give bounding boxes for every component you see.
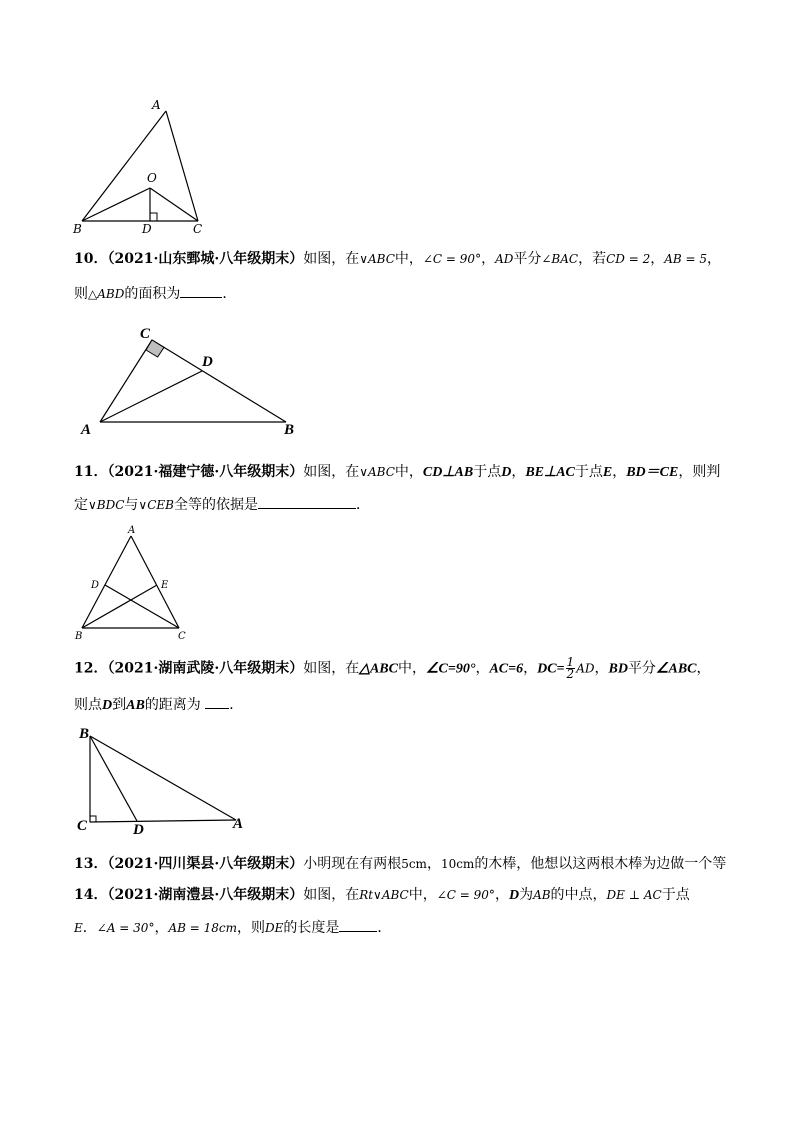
q11-number: 11． (74, 464, 108, 480)
q14-text: 中， (408, 887, 437, 903)
q10-text: ． (222, 286, 237, 302)
q13-number: 13． (74, 856, 108, 872)
q10-text: ， (650, 251, 665, 267)
q11-source: （2021·福建宁德·八年级期末） (107, 464, 304, 480)
q10-text: 则 (74, 286, 88, 302)
q11-text: 定 (74, 497, 88, 513)
q14-text: ． (377, 920, 392, 936)
q14-text: ，则 (237, 920, 265, 936)
q11-be-perp-ac: BE⊥AC (525, 465, 575, 480)
q12-ad: AD (576, 661, 595, 676)
q11-text: 于点 (473, 464, 502, 480)
q12-line2 (74, 694, 243, 716)
label-d: D (91, 580, 100, 591)
q14-line1 (74, 885, 690, 906)
q13-line1 (74, 854, 726, 874)
q11-bd-eq-ce: BD＝CE (626, 465, 679, 480)
q11-line2 (74, 494, 370, 515)
q13-text: 小明现在有两根 (303, 856, 402, 872)
q14-de-perp-ac: DE ⊥ AC (606, 888, 662, 902)
q10-line1 (74, 249, 721, 269)
q14-line2 (74, 917, 391, 938)
q11-point-d: D (501, 465, 512, 480)
q12-number: 12． (74, 660, 108, 677)
q10-text: 中， (394, 251, 423, 267)
q12-text: 到 (112, 697, 127, 713)
q10-text: ， (481, 251, 496, 267)
q11-triangle-bdc: ∨BDC (88, 498, 125, 512)
q14-source: （2021·湖南澧县·八年级期末） (107, 887, 304, 903)
q14-text: 的长度是 (283, 920, 340, 936)
q12-angle-abc: ∠ABC (655, 661, 697, 677)
q11-text: 中， (394, 464, 423, 480)
q13-length-5cm: 5cm (401, 857, 427, 871)
q13-text: 的木棒，他想以这两根木棒为边做一个等 (474, 856, 727, 872)
q11-cd-perp-ab: CD⊥AB (422, 465, 474, 480)
figure-right-triangle-bca (74, 724, 254, 838)
q14-ab-length: AB = 18cm (168, 921, 237, 935)
q10-angle-bac: ∠BAC (541, 252, 579, 266)
q14-point-d: D (508, 888, 520, 903)
q13-text: ， (426, 856, 441, 872)
q11-line1 (74, 462, 720, 483)
figure-right-triangle-acb (78, 322, 308, 440)
q14-angle-c: ∠C = 90° (436, 888, 495, 902)
q14-text: ， (494, 887, 509, 903)
q10-text: ， (707, 251, 722, 267)
figure-triangle-abc-point-o (70, 95, 220, 240)
q10-line2 (74, 283, 236, 304)
q12-ab: AB (126, 698, 145, 713)
q10-angle-c: ∠C = 90° (422, 252, 482, 266)
q14-ab: AB (533, 888, 551, 902)
label-a: A (233, 816, 244, 832)
label-e: E (161, 580, 169, 591)
q14-triangle: Rt∨ABC (359, 888, 409, 902)
q11-text: 全等的依据是 (173, 497, 258, 513)
label-c: C (178, 631, 186, 642)
q12-point-d: D (102, 698, 113, 713)
q13-length-10cm: 10cm (440, 857, 475, 871)
q12-text: 中， (397, 660, 426, 677)
q12-answer-blank[interactable] (205, 694, 229, 709)
label-b: B (79, 726, 90, 742)
q14-point-e: E (74, 921, 83, 935)
q10-source: （2021·山东鄄城·八年级期末） (107, 251, 304, 267)
label-b: B (73, 222, 82, 236)
q14-text: 为 (519, 887, 534, 903)
q10-triangle-abd: △ABD (88, 287, 125, 301)
q12-fraction-half (566, 657, 576, 680)
figure-isosceles-triangle-cevians (70, 522, 195, 644)
q14-text: 如图，在 (303, 887, 360, 903)
label-d: D (142, 222, 152, 236)
q10-cd: CD = 2 (606, 252, 651, 266)
q12-text: ． (229, 697, 244, 713)
q10-text: ，若 (578, 251, 607, 267)
q12-source: （2021·湖南武陵·八年级期末） (107, 660, 304, 677)
q10-answer-blank[interactable] (180, 283, 222, 298)
q12-text: ， (696, 660, 711, 677)
q12-text: ， (594, 660, 609, 677)
q12-frac-den: 2 (566, 667, 575, 681)
q12-ac: AC=6 (489, 661, 524, 677)
q10-triangle: ∨ABC (359, 252, 395, 266)
q10-number: 10． (74, 251, 108, 267)
q14-text: 于点 (661, 887, 690, 903)
q12-text: ， (523, 660, 538, 677)
q11-text: ，则判 (678, 464, 721, 480)
q14-text: ， (154, 920, 169, 936)
q10-text: 如图，在 (303, 251, 360, 267)
q14-number: 14． (74, 887, 108, 903)
q14-text: ． (82, 920, 97, 936)
q12-line1 (74, 657, 711, 680)
label-d: D (202, 354, 213, 370)
q11-point-e: E (602, 465, 613, 480)
q12-triangle: △ABC (359, 661, 398, 677)
q13-source: （2021·四川渠县·八年级期末） (107, 856, 304, 872)
q10-text: 的面积为 (124, 286, 181, 302)
label-a: A (81, 422, 92, 438)
q10-text: 平分 (513, 251, 542, 267)
q14-answer-blank[interactable] (339, 917, 377, 932)
q11-answer-blank[interactable] (258, 494, 356, 509)
label-c: C (193, 222, 203, 236)
q11-text: ， (612, 464, 627, 480)
q12-dc: DC= (537, 661, 565, 677)
q12-text: ， (475, 660, 490, 677)
q11-text: 于点 (574, 464, 603, 480)
label-a: A (152, 98, 161, 112)
q14-angle-a: ∠A = 30° (96, 921, 155, 935)
q11-text: 如图，在 (303, 464, 360, 480)
label-a: A (128, 525, 136, 536)
q12-bd: BD (608, 661, 628, 677)
q11-text: ， (511, 464, 526, 480)
q11-text: ． (355, 497, 370, 513)
label-b: B (284, 422, 295, 438)
label-o: O (147, 171, 157, 185)
q10-ab: AB = 5 (664, 252, 708, 266)
q12-text: 的距离为 (144, 697, 201, 713)
q10-ad: AD (495, 252, 514, 266)
q11-triangle-ceb: ∨CEB (138, 498, 174, 512)
q12-text: 平分 (627, 660, 656, 677)
label-d: D (133, 822, 144, 838)
label-c: C (77, 818, 88, 834)
q14-text: 的中点， (550, 887, 607, 903)
q12-frac-num: 1 (566, 655, 575, 669)
q12-angle-c: ∠C=90° (425, 661, 476, 677)
q12-text: 则点 (74, 697, 102, 713)
q11-triangle: ∨ABC (359, 465, 395, 479)
q12-text: 如图，在 (303, 660, 360, 677)
q14-de: DE (265, 921, 284, 935)
q11-text: 与 (124, 497, 139, 513)
label-b: B (75, 631, 83, 642)
label-c: C (140, 326, 151, 342)
